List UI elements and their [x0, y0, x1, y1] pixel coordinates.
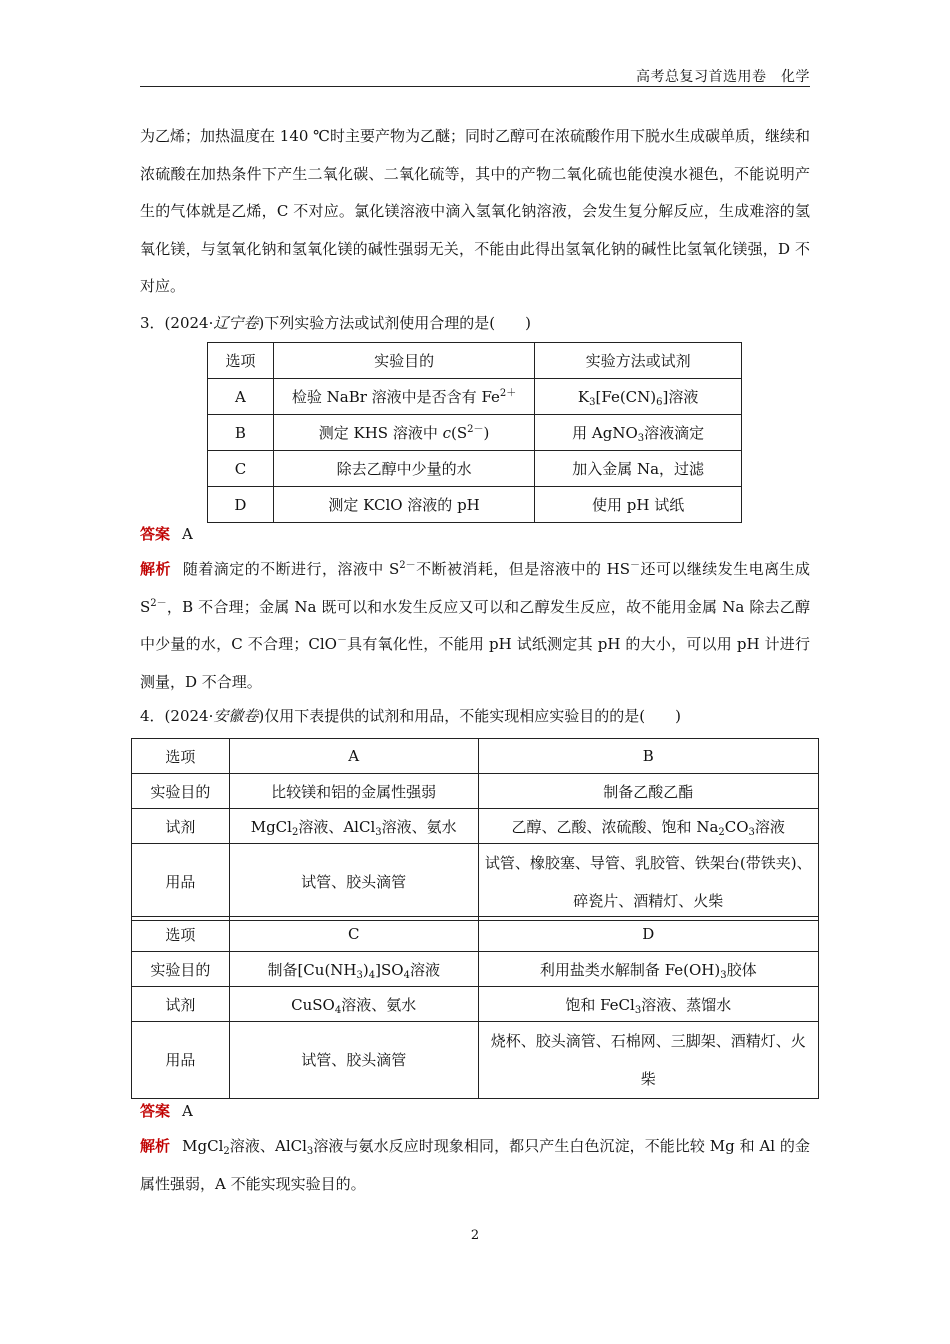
purpose-text: 胶体	[726, 960, 757, 979]
q4-source: 安徽卷	[213, 707, 259, 725]
explanation-text: MgCl	[182, 1137, 224, 1155]
answer-label: 答案	[140, 1102, 171, 1120]
table-header-cell: D	[478, 917, 818, 952]
table-row	[208, 415, 742, 451]
subscript: 3	[637, 433, 645, 444]
table-header-cell: 实验目的	[273, 343, 534, 379]
q4-stem-prefix: 4．(2024·	[140, 707, 214, 725]
table-row	[208, 451, 742, 487]
reagent-text: 溶液、蒸馏水	[641, 995, 732, 1014]
table-header-cell: 实验方法或试剂	[535, 343, 742, 379]
reagent-text: 溶液、AlCl	[298, 817, 376, 836]
purpose-cell	[229, 952, 478, 987]
question-4-stem	[140, 706, 810, 726]
explanation-text: ，B 不合理；金属 Na 既可以和水发生反应又可以和乙醇发生反应，故不能用金属 Na 除去乙醇中少量的水，C 不合理；ClO	[140, 597, 810, 653]
purpose-text: 制备[Cu(NH	[267, 960, 357, 979]
option-cell: D	[208, 487, 274, 523]
question-4-explanation	[140, 1128, 810, 1203]
table-row	[132, 917, 819, 952]
variable: c	[442, 424, 452, 442]
row-label-cell: 用品	[132, 844, 230, 921]
subscript: 3	[748, 826, 755, 838]
table-header-cell: 选项	[132, 917, 230, 952]
reagent-text: 乙醇、乙酸、浓硫酸、饱和 Na	[511, 817, 719, 836]
answer-value: A	[182, 1102, 193, 1120]
option-cell: A	[208, 379, 274, 415]
method-text: 溶液滴定	[644, 424, 705, 442]
explanation-label: 解析	[140, 560, 171, 578]
purpose-cell	[273, 379, 534, 415]
table-row	[132, 952, 819, 987]
method-text: K	[577, 388, 590, 406]
explanation-text: 不断被消耗，但是溶液中的 HS	[415, 560, 631, 578]
intro-paragraph: 为乙烯；加热温度在 140 ℃时主要产物为乙醚；同时乙醇可在浓硫酸作用下脱水生成碳单质，继续和浓硫酸在加热条件下产生二氧化碳、二氧化硫等，其中的产物二氧化硫也能使溴水褪色，不能说明产生的气体就是乙烯，C 不对应。氯化镁溶液中滴入氢氧化钠溶液，会发生复分解反应，生成难溶的氢氧化镁，与氢氧化钠和氢氧化镁的碱性强弱无关，不能由此得出氢氧化钠的碱性比氢氧化镁强，D 不对应。	[140, 127, 810, 295]
table-header-cell: 选项	[132, 739, 230, 774]
method-cell	[535, 379, 742, 415]
reagent-text: CO	[724, 817, 749, 836]
reagent-text: 饱和 FeCl	[565, 995, 635, 1014]
subscript: 3	[589, 397, 596, 408]
method-cell: 使用 pH 试纸	[535, 487, 742, 523]
method-text: [Fe(CN)	[595, 388, 657, 406]
explanation-text: 溶液、AlCl	[229, 1137, 307, 1155]
explanation-text: 还可以继续发生电离生成 S	[140, 560, 810, 616]
table-row	[208, 487, 742, 523]
subscript: 2	[718, 826, 725, 838]
explanation-text: 随着滴定的不断进行，溶液中 S	[182, 560, 400, 578]
purpose-cell: 除去乙醇中少量的水	[273, 451, 534, 487]
q3-stem-suffix: )下列实验方法或试剂使用合理的是( )	[258, 314, 531, 332]
superscript: 2－	[399, 560, 416, 571]
row-label-cell: 试剂	[132, 809, 230, 844]
superscript: 2－	[150, 597, 167, 609]
running-header: 高考总复习首选用卷 化学	[636, 69, 810, 85]
reagent-cell	[229, 809, 478, 844]
reagent-text: 溶液	[754, 817, 785, 836]
purpose-text: 利用盐类水解制备 Fe(OH)	[539, 960, 721, 979]
subscript: 4	[334, 1004, 342, 1016]
table-header-cell: B	[478, 739, 819, 774]
question-3-table	[207, 342, 742, 523]
option-cell: C	[208, 451, 274, 487]
purpose-text: ]SO	[375, 960, 404, 979]
table-row	[208, 343, 742, 379]
supply-cell: 试管、橡胶塞、导管、乳胶管、铁架台(带铁夹)、碎瓷片、酒精灯、火柴	[478, 844, 819, 921]
method-text: ]溶液	[662, 388, 699, 406]
subscript: 3	[720, 969, 727, 981]
explanation-label: 解析	[140, 1137, 171, 1155]
subscript: 2	[291, 826, 299, 838]
question-3-explanation	[140, 551, 810, 701]
table-header-cell: A	[229, 739, 478, 774]
reagent-cell	[478, 987, 818, 1022]
purpose-text: )	[483, 424, 490, 442]
reagent-text: 溶液、氨水	[381, 817, 457, 836]
reagent-text: MgCl	[250, 817, 292, 836]
purpose-cell	[478, 952, 818, 987]
purpose-cell: 比较镁和铝的金属性强弱	[229, 774, 478, 809]
purpose-text: )	[362, 960, 369, 979]
table-row	[208, 379, 742, 415]
q4-stem-suffix: )仅用下表提供的试剂和用品，不能实现相应实验目的的是( )	[258, 707, 681, 725]
purpose-cell	[273, 415, 534, 451]
method-cell	[535, 415, 742, 451]
method-text: 用 AgNO	[572, 424, 638, 442]
purpose-cell: 测定 KClO 溶液的 pH	[273, 487, 534, 523]
subscript: 4	[368, 969, 376, 981]
answer-value: A	[182, 525, 193, 543]
question-4-answer	[140, 1101, 810, 1121]
question-4-table-top	[131, 738, 819, 921]
table-row	[132, 1022, 819, 1099]
q3-source: 辽宁卷	[213, 314, 259, 332]
table-row	[132, 739, 819, 774]
reagent-text: CuSO	[291, 995, 335, 1014]
table-header-cell: 选项	[208, 343, 274, 379]
header-rule	[140, 86, 810, 87]
superscript: 2＋	[499, 388, 517, 399]
method-cell: 加入金属 Na，过滤	[535, 451, 742, 487]
question-3-stem	[140, 313, 810, 333]
row-label-cell: 实验目的	[132, 952, 230, 987]
table-row	[132, 844, 819, 921]
table-row	[132, 809, 819, 844]
table-header-cell: C	[229, 917, 478, 952]
supply-cell: 试管、胶头滴管	[229, 1022, 478, 1099]
superscript: 2－	[467, 424, 484, 435]
reagent-cell	[229, 987, 478, 1022]
row-label-cell: 用品	[132, 1022, 230, 1099]
superscript: －	[336, 635, 347, 646]
reagent-cell	[478, 809, 819, 844]
superscript: －	[630, 560, 641, 571]
supply-cell: 烧杯、胶头滴管、石棉网、三脚架、酒精灯、火柴	[478, 1022, 818, 1099]
subscript: 6	[656, 397, 663, 408]
subscript: 3	[356, 969, 363, 981]
page-number: 2	[470, 1228, 480, 1243]
purpose-text: 溶液	[409, 960, 440, 979]
option-cell: B	[208, 415, 274, 451]
subscript: 3	[634, 1004, 642, 1016]
purpose-text: 测定 KHS 溶液中	[318, 424, 443, 442]
purpose-text: 检验 NaBr 溶液中是否含有 Fe	[291, 388, 500, 406]
reagent-text: 溶液、氨水	[341, 995, 417, 1014]
purpose-text: (S	[451, 424, 468, 442]
table-row	[132, 774, 819, 809]
subscript: 3	[306, 1146, 314, 1157]
supply-cell: 试管、胶头滴管	[229, 844, 478, 921]
question-4-table-bottom	[131, 916, 819, 1099]
question-3-answer	[140, 524, 810, 544]
table-row	[132, 987, 819, 1022]
row-label-cell: 试剂	[132, 987, 230, 1022]
row-label-cell: 实验目的	[132, 774, 230, 809]
explanation-text: 溶液与氨水反应时现象相同，都只产生白色沉淀，不能比较 Mg 和 Al 的金属性强弱，A 不能实现实验目的。	[140, 1137, 810, 1193]
explanation-text: 具有氧化性，不能用 pH 试纸测定其 pH 的大小，可以用 pH 计进行测量，D 不合理。	[140, 635, 810, 691]
purpose-cell: 制备乙酸乙酯	[478, 774, 819, 809]
answer-label: 答案	[140, 525, 171, 543]
q3-stem-prefix: 3．(2024·	[140, 314, 214, 332]
subscript: 3	[375, 826, 382, 838]
subscript: 2	[223, 1146, 230, 1157]
subscript: 4	[403, 969, 410, 981]
